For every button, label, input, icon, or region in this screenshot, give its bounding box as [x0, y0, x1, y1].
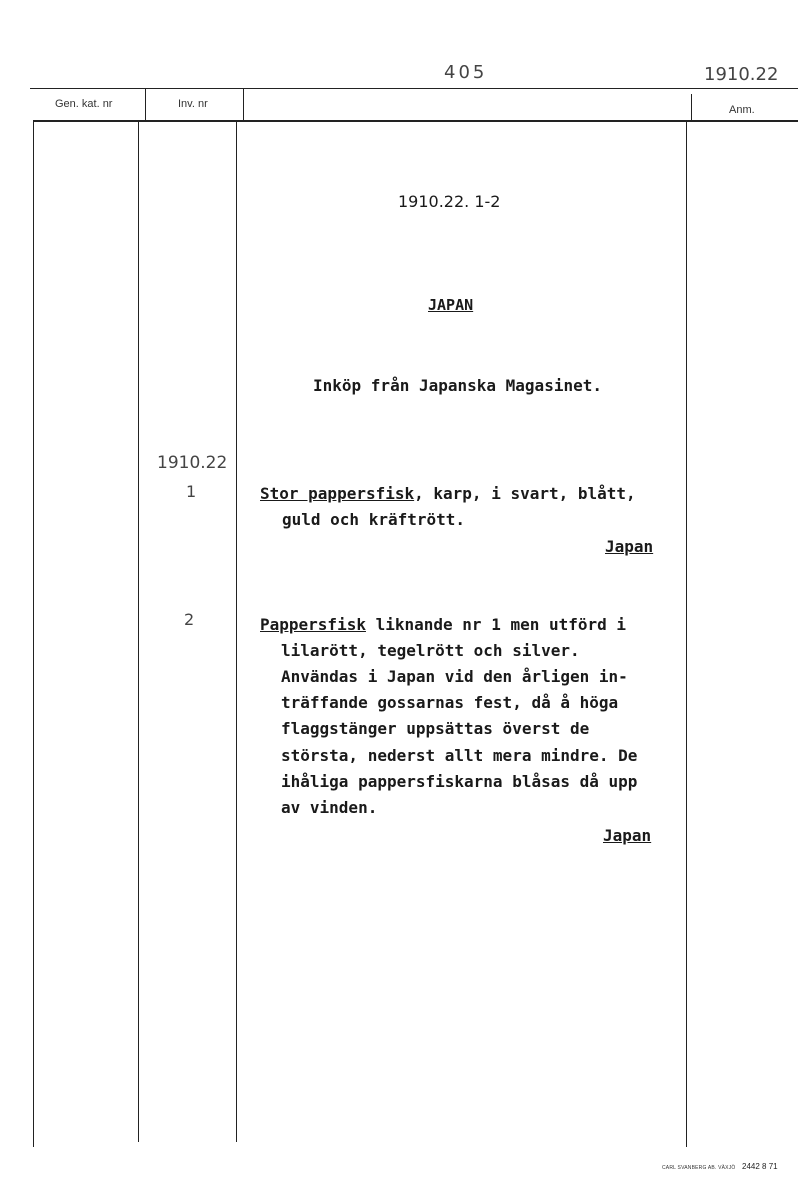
body-divider-2 — [236, 122, 237, 1142]
inventory-number-1: 1 — [186, 482, 197, 501]
entry-2-line-1 — [260, 612, 626, 637]
column-header-gen-kat-nr: Gen. kat. nr — [55, 98, 113, 110]
column-divider-2 — [243, 89, 244, 122]
entry-2-line-3: Användas i Japan vid den årligen in- — [281, 667, 628, 686]
entry-2-line-6: största, nederst allt mera mindre. De — [281, 746, 638, 765]
entry-1-line-2: guld och kräftrött. — [282, 510, 466, 529]
header-bottom-rule — [33, 120, 798, 122]
inventory-number-2: 2 — [184, 610, 195, 629]
section-heading: JAPAN — [428, 296, 474, 314]
entry-2-term: Pappersfisk — [260, 615, 366, 634]
entry-2-line-5: flaggstänger uppsättas överst de — [281, 719, 590, 738]
column-divider-1 — [145, 89, 146, 122]
entry-2-line-4: träffande gossarnas fest, då å höga — [281, 693, 619, 712]
entry-2-line-2: lilarött, tegelrött och silver. — [281, 641, 580, 660]
footer-printer-mark: CARL SVANBERG AB. VÄXJÖ — [662, 1165, 736, 1171]
body-divider-3 — [686, 122, 687, 1147]
entry-1-term: Stor pappersfisk — [260, 484, 415, 503]
entry-2-origin: Japan — [603, 826, 652, 845]
column-divider-3 — [691, 94, 692, 122]
footer-form-number: 2442 8 71 — [742, 1162, 778, 1171]
body-divider-1 — [138, 122, 139, 1142]
top-right-ref: 1910.22 — [704, 64, 779, 85]
entry-2-line-1-rest: liknande nr 1 men utförd i — [365, 615, 627, 634]
entry-1-origin: Japan — [605, 537, 654, 556]
inventory-group-ref: 1910.22 — [157, 453, 228, 473]
entry-2-line-7: ihåliga pappersfiskarna blåsas då upp — [281, 772, 638, 791]
entry-1-line-1-rest: , karp, i svart, blått, — [414, 484, 636, 503]
entry-2-line-8: av vinden. — [281, 798, 378, 817]
body-divider-left — [33, 122, 34, 1147]
column-header-anm: Anm. — [729, 104, 755, 116]
page-number: 405 — [444, 62, 488, 83]
title-reference: 1910.22. 1-2 — [398, 192, 501, 211]
entry-1-line-1 — [260, 481, 636, 506]
purchase-note: Inköp från Japanska Magasinet. — [313, 376, 602, 395]
column-header-inv-nr: Inv. nr — [178, 98, 208, 110]
